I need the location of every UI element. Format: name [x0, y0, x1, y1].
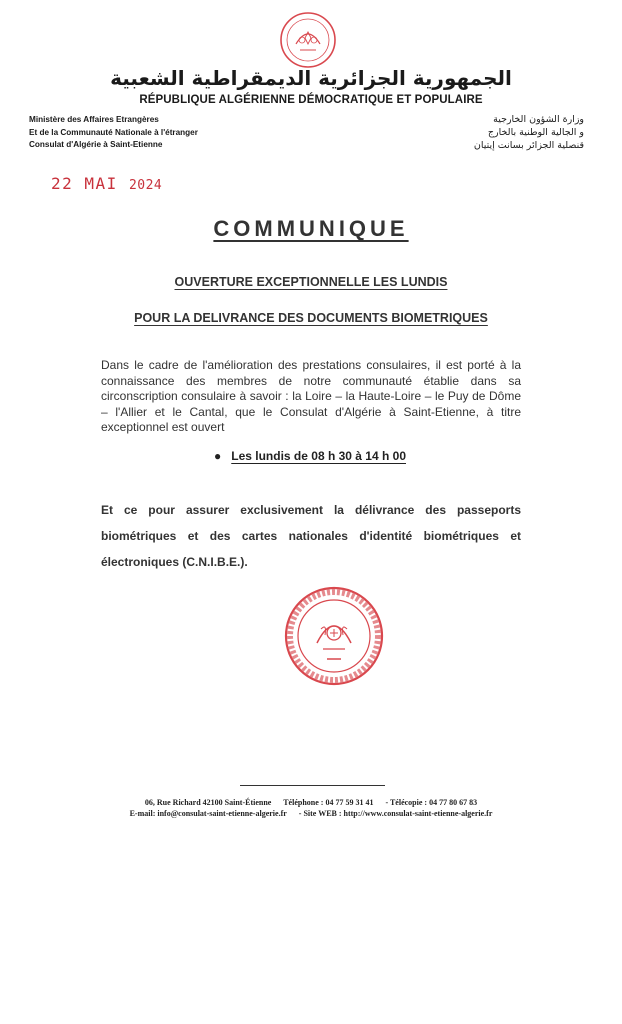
subtitle-opening: OUVERTURE EXCEPTIONNELLE LES LUNDIS [174, 275, 448, 289]
ministry-line-arabic: قنصلية الجزائر بسانت إيتيان [473, 140, 584, 151]
footer-web-label: - Site WEB : [298, 809, 342, 818]
opening-hours-bullet [214, 449, 406, 463]
ministry-line: Ministère des Affaires Etrangères [29, 115, 159, 124]
footer-email-link[interactable]: info@consulat-saint-etienne-algerie.fr [157, 809, 287, 818]
arabic-republic-title: الجمهورية الجزائرية الديمقراطية الشعبية [110, 66, 512, 90]
date-stamp-day-month: 22 MAI [51, 174, 118, 193]
footer-web-link[interactable]: http://www.consulat-saint-etienne-algerie.fr [343, 809, 493, 818]
french-republic-title: RÉPUBLIQUE ALGÉRIENNE DÉMOCRATIQUE ET POPULAIRE [139, 94, 483, 106]
date-stamp-year: 2024 [128, 178, 163, 193]
purpose-paragraph: Et ce pour assurer exclusivement la délivrance des passeports biométriques et des cartes nationales d'identité biométriques et électroniques (C.N.I.B.E.). [101, 503, 521, 569]
footer-tel-label: Téléphone : [283, 798, 324, 807]
footer-address: 06, Rue Richard 42100 Saint-Étienne [144, 798, 272, 807]
footer-fax-label: - Télécopie : [385, 798, 428, 807]
ministry-line: Et de la Communauté Nationale à l'étranger [29, 127, 198, 137]
bullet-dot-icon: ● [214, 449, 222, 463]
footer-fax: 04 77 80 67 83 [429, 798, 478, 807]
footer-email-label: E-mail: [129, 809, 156, 818]
footer-divider [240, 785, 385, 786]
consulate-stamp-icon [283, 585, 385, 687]
emblem-seal-icon [278, 10, 338, 70]
subtitle-delivery: POUR LA DELIVRANCE DES DOCUMENTS BIOMETRIQUES [134, 311, 488, 325]
date-stamp [51, 174, 162, 193]
footer-contact [0, 797, 622, 819]
ministry-line: Consulat d'Algérie à Saint-Etienne [29, 140, 163, 149]
opening-hours-text: Les lundis de 08 h 30 à 14 h 00 [231, 449, 406, 463]
ministry-block-french [29, 114, 198, 152]
footer-tel: 04 77 59 31 41 [325, 798, 374, 807]
footer-line-1 [0, 797, 622, 808]
footer-line-2 [0, 808, 622, 819]
communique-heading: COMMUNIQUE [213, 216, 409, 241]
ministry-line-arabic: و الجالية الوطنية بالخارج [487, 127, 584, 138]
ministry-block-arabic [474, 113, 584, 152]
intro-paragraph: Dans le cadre de l'amélioration des prestations consulaires, il est porté à la connaissance des membres de notre communauté établie dans sa circonscription consulaire à savoir : la Loire – la Haute-Loire – le Puy de Dôme – l'Allier et le Cantal, que le Consulat d'Algérie à Saint-Etienne, à titre exceptionnel est ouvert [101, 358, 521, 434]
ministry-line-arabic: وزارة الشؤون الخارجية [493, 114, 584, 125]
